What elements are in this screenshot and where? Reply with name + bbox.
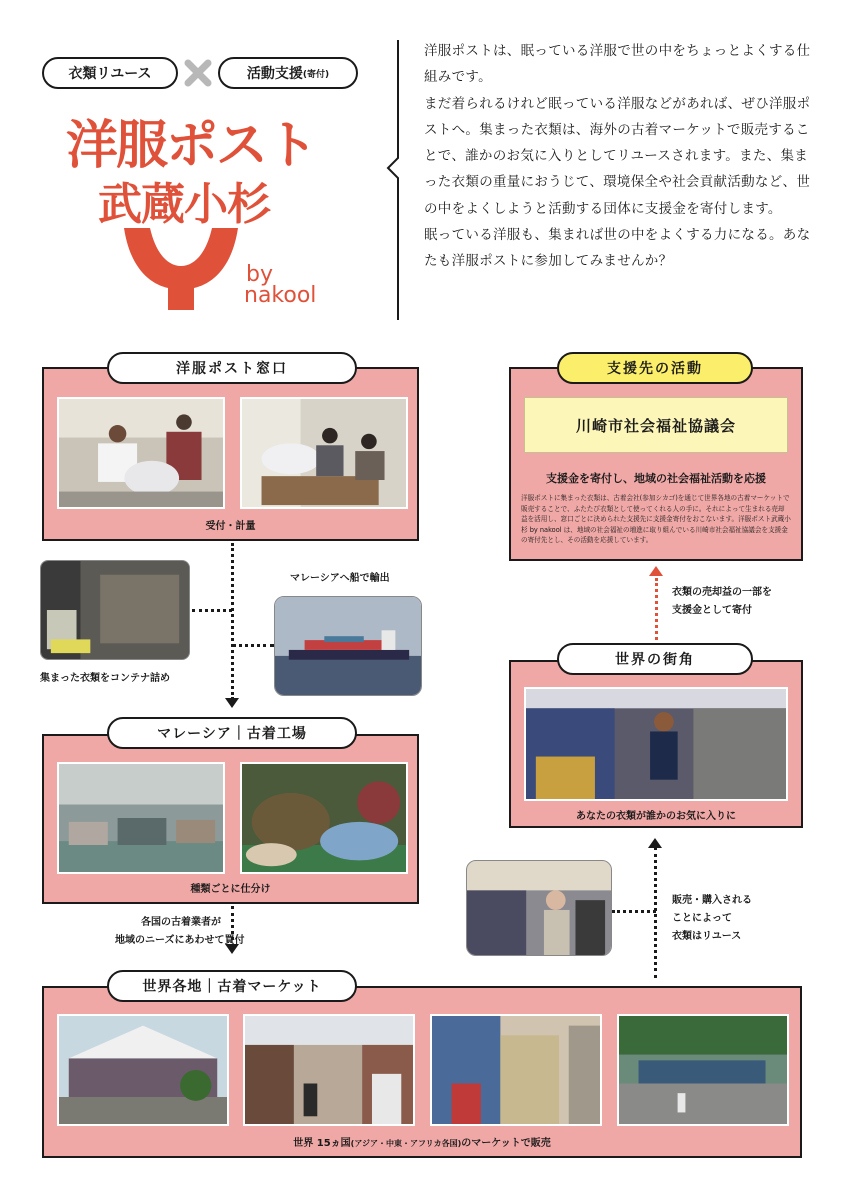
- flow-line-3: [654, 847, 657, 978]
- logo-by: by: [246, 262, 273, 287]
- tag-clothing-reuse: 衣類リユース: [42, 57, 178, 89]
- support-headline: 支援金を寄付し、地域の社会福祉活動を応援: [546, 472, 766, 485]
- bracket-divider: [384, 40, 404, 320]
- photo-market-stall: [430, 1014, 602, 1126]
- cross-icon: [184, 59, 212, 87]
- photo-shopper: [466, 860, 612, 956]
- support-body: 洋服ポストに集まった衣類は、古着会社(参加シカゴ)を通じて世界各地の古着マーケットで販売することで、ふたたび衣類として使ってくれる人の手に。それによって生まれる売却益を活用し、窓口ごとに決められた支援先に支援金寄付をおこないます。洋服ポスト武蔵小杉 by nakool は、地域の社会福祉の増進に取り組んでいる川崎市社会福祉協議会を支援金の寄付先とし、その活動を応援しています。: [521, 494, 791, 544]
- arrow-up-icon: [648, 838, 662, 848]
- support-org-box: 川崎市社会福祉協議会: [524, 397, 788, 453]
- photo-street-corner: [524, 687, 788, 801]
- support-title: 支援先の活動: [557, 352, 753, 384]
- arrow-up-red-icon: [649, 566, 663, 576]
- logo-title: 洋服ポスト: [66, 116, 317, 176]
- container-caption: 集まった衣類をコンテナ詰め: [40, 673, 170, 684]
- photo-weighing: [240, 397, 408, 509]
- tag-activity-support: 活動支援 (寄付): [218, 57, 358, 89]
- photo-market-rain: [617, 1014, 789, 1126]
- intro-text: 洋服ポストは、眠っている洋服で世の中をちょっとよくする仕組みです。 まだ着られるけれど眠っている洋服などがあれば、ぜひ洋服ポストへ。集まった衣類は、海外の古着マーケットで販売することで、誰かのお気に入りとしてリユースされます。また、集まった衣類の重量におうじて、環境保全や社会貢献活動など、世の中をよくしようと活動する団体に支援金を寄付します。 眠っている洋服も、集まれば世の中をよくする力になる。あなたも洋服ポストに参加してみませんか？: [424, 43, 811, 270]
- photo-container-loading: [40, 560, 190, 660]
- photo-factory-floor: [57, 762, 225, 874]
- donate-note: 衣類の売却益の一部を 支援金として寄付: [672, 587, 772, 616]
- flow-line-1: [231, 543, 234, 700]
- window-caption: 受付・計量: [205, 521, 256, 532]
- photo-market-tent: [57, 1014, 229, 1126]
- photo-cargo-ship: [274, 596, 422, 696]
- markets-caption: 世界 15ヵ国(アジア・中東・アフリカ各国)のマーケットで販売: [293, 1138, 551, 1149]
- markets-title: 世界各地｜古着マーケット: [107, 970, 357, 1002]
- flow-line-container: [192, 609, 232, 612]
- factory-title: マレーシア｜古着工場: [107, 717, 357, 749]
- flow-line-ship: [232, 644, 274, 647]
- street-title: 世界の街角: [557, 643, 753, 675]
- photo-market-alley: [243, 1014, 415, 1126]
- logo-subtitle: 武蔵小杉: [98, 179, 270, 230]
- y-logo-icon: [122, 228, 240, 310]
- photo-reception: [57, 397, 225, 509]
- window-title: 洋服ポスト窓口: [107, 352, 357, 384]
- buyer-note: 各国の古着業者が 地域のニーズにあわせて買付: [115, 917, 245, 946]
- photo-sorting: [240, 762, 408, 874]
- arrow-down-icon: [225, 698, 239, 708]
- factory-caption: 種類ごとに仕分け: [190, 884, 271, 895]
- flow-line-donate: [655, 578, 658, 640]
- flow-line-reuse: [612, 910, 656, 913]
- reuse-note: 販売・購入される ことによって 衣類はリユース: [672, 895, 752, 942]
- logo-brand: nakool: [244, 283, 317, 308]
- ship-caption: マレーシアへ船で輸出: [290, 573, 390, 584]
- street-caption: あなたの衣類が誰かのお気に入りに: [576, 811, 736, 822]
